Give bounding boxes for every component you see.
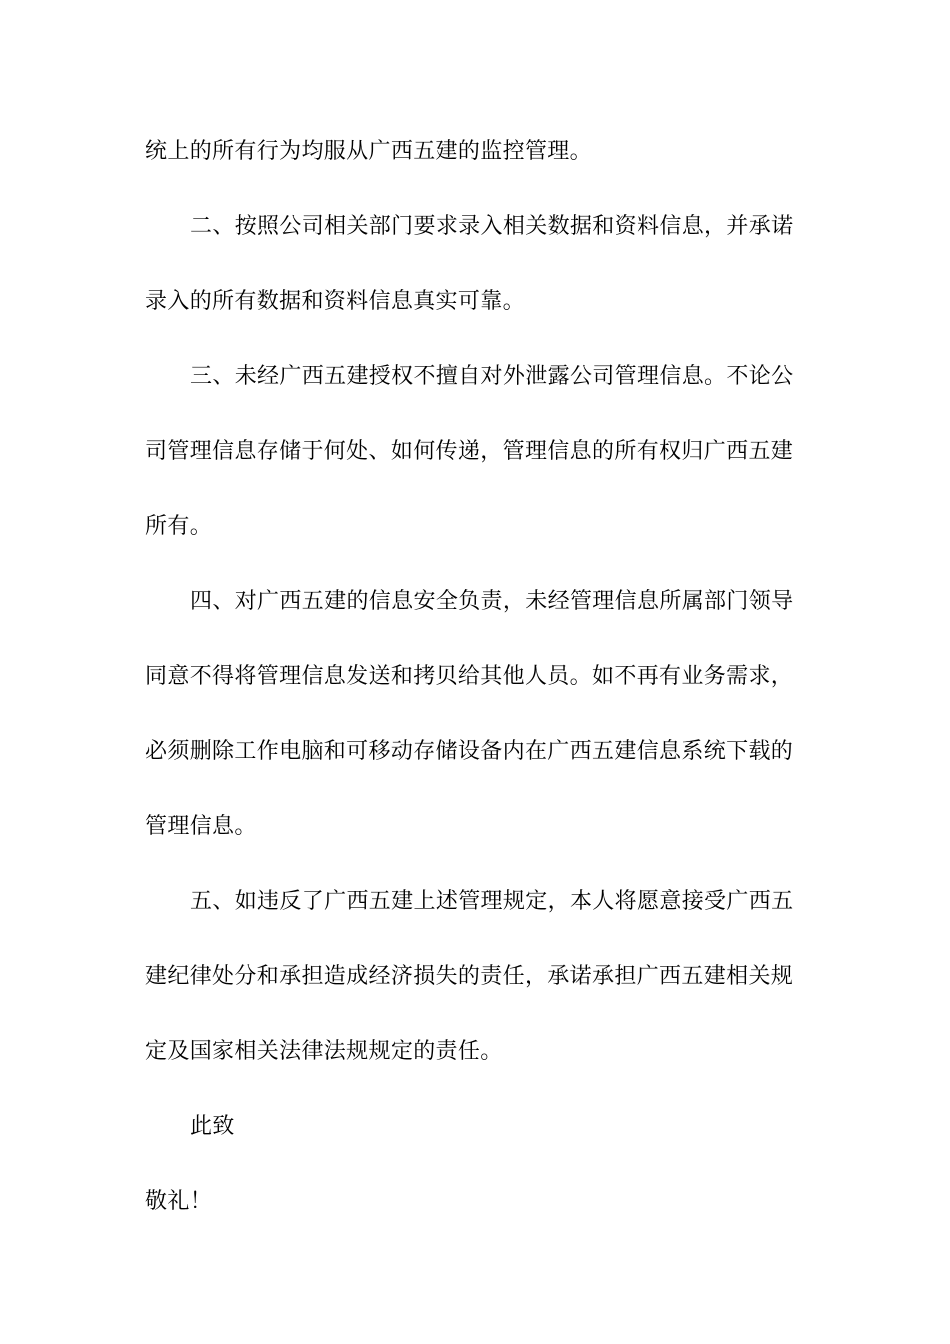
text-line: 必须删除工作电脑和可移动存储设备内在广西五建信息系统下载的 [145,739,794,764]
text-line: 录入的所有数据和资料信息真实可靠。 [145,289,525,314]
paragraph-four-start: 四、对广西五建的信息安全负责，未经管理信息所属部门领导 [190,589,794,614]
text-line: 管理信息。 [145,814,257,839]
paragraph-three-start: 三、未经广西五建授权不擅自对外泄露公司管理信息。不论公 [190,364,794,389]
text-line: 同意不得将管理信息发送和拷贝给其他人员。如不再有业务需求， [145,664,794,689]
text-line: 所有。 [145,514,213,539]
text-line: 建纪律处分和承担造成经济损失的责任，承诺承担广西五建相关规 [145,964,794,989]
text-line: 定及国家相关法律法规规定的责任。 [145,1039,503,1064]
paragraph-two-start: 二、按照公司相关部门要求录入相关数据和资料信息，并承诺 [190,214,794,239]
closing-phrase: 此致 [190,1114,235,1139]
paragraph-five-start: 五、如违反了广西五建上述管理规定，本人将愿意接受广西五 [190,889,794,914]
text-line: 司管理信息存储于何处、如何传递，管理信息的所有权归广西五建 [145,439,794,464]
salutation: 敬礼！ [145,1189,213,1214]
text-line: 统上的所有行为均服从广西五建的监控管理。 [145,139,593,164]
